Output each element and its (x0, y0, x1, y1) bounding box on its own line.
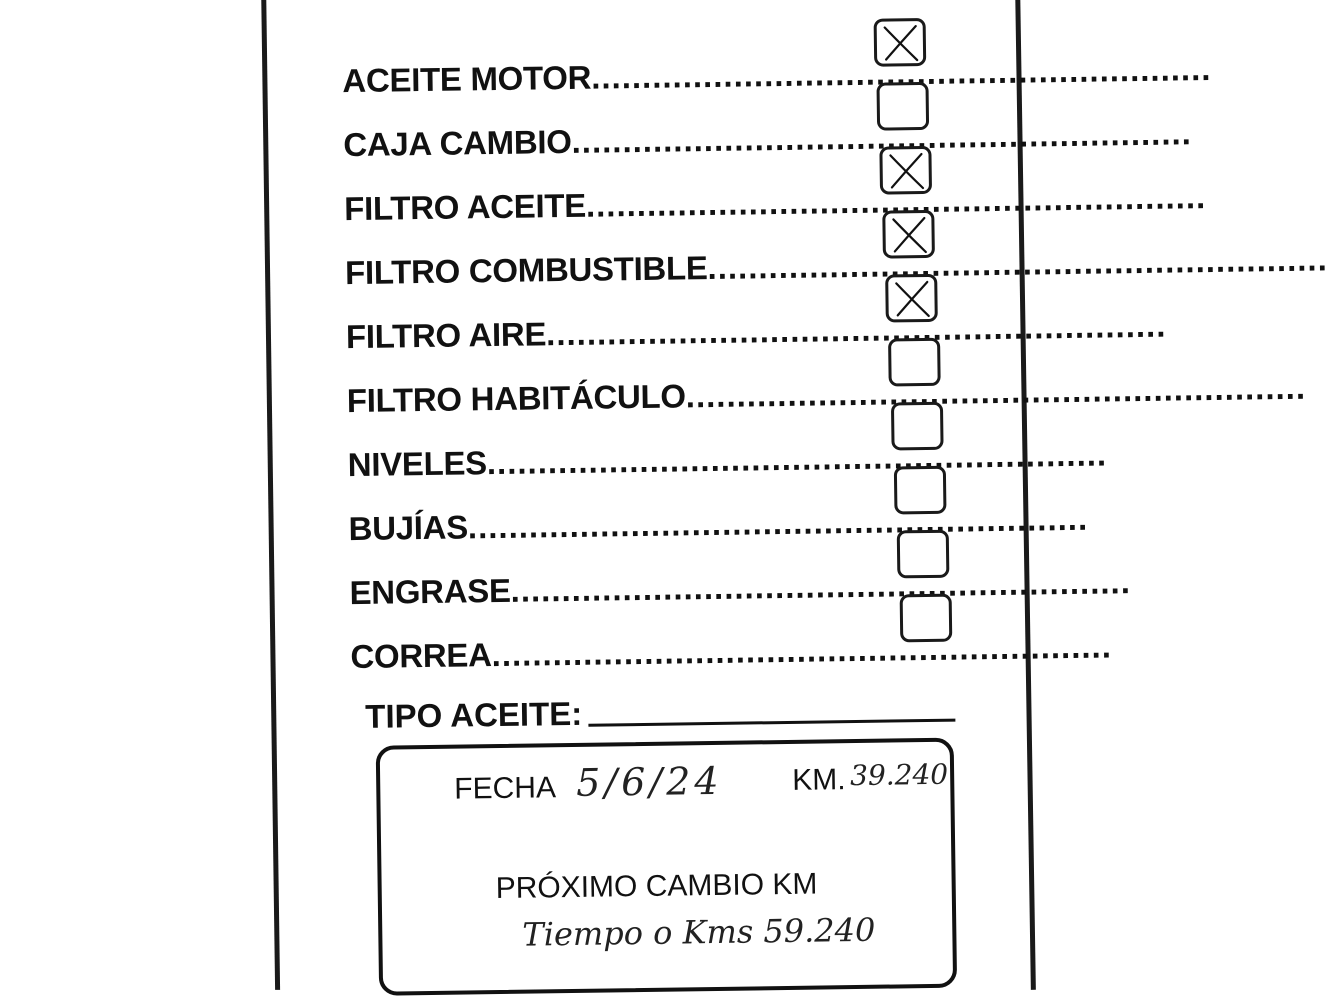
checklist-label: CORREA (350, 636, 492, 676)
x-mark-icon (892, 280, 933, 319)
checklist-row-correa (350, 625, 1113, 676)
km-handwritten-value: 39.240 (849, 757, 949, 793)
checklist-label: FILTRO ACEITE (343, 186, 587, 228)
checkbox-filtro-habitaculo[interactable] (888, 338, 941, 387)
dot-leader: ............................................................. (707, 240, 1328, 287)
km-label: KM. (791, 763, 846, 797)
checkbox-correa[interactable] (900, 594, 953, 643)
date-handwritten-value: 5/6/24 (575, 758, 723, 805)
date-label: FECHA (454, 771, 557, 806)
oil-type-field[interactable] (365, 684, 956, 736)
dot-leader: ............................................................. (685, 368, 1307, 415)
x-mark-icon (889, 216, 930, 255)
dot-leader: ............................................................. (510, 563, 1132, 609)
checklist-row-filtro-aceite (343, 177, 1207, 228)
checklist-label: CAJA CAMBIO (343, 122, 572, 164)
checkbox-caja-cambio[interactable] (876, 82, 929, 131)
checkbox-aceite-motor[interactable] (874, 18, 927, 67)
checklist-row-caja-cambio (343, 113, 1193, 164)
checkbox-filtro-aire[interactable] (885, 274, 938, 323)
checklist-row-filtro-combustible (344, 240, 1328, 292)
checklist-row-aceite-motor (342, 49, 1212, 100)
x-mark-icon (881, 24, 922, 63)
next-change-label: PRÓXIMO CAMBIO KM (495, 867, 818, 906)
oil-type-label: TIPO ACEITE: (365, 694, 583, 735)
checklist-row-filtro-aire (345, 305, 1167, 356)
checklist-label: FILTRO AIRE (345, 315, 547, 356)
dot-leader: ............................................................. (571, 114, 1193, 160)
dot-leader: ............................................................. (491, 627, 1113, 674)
oil-type-blank-line (588, 719, 955, 727)
checklist-row-filtro-habitaculo (346, 368, 1307, 420)
checklist-label: ACEITE MOTOR (342, 58, 592, 100)
checkbox-bujias[interactable] (894, 466, 947, 515)
checklist-row-bujias (348, 497, 1089, 548)
checkbox-filtro-combustible[interactable] (882, 210, 935, 259)
next-change-handwritten-value: Tiempo o Kms 59.240 (522, 910, 876, 954)
checklist-label: NIVELES (347, 444, 488, 484)
dot-leader: ............................................................. (545, 306, 1167, 353)
checkbox-filtro-aceite[interactable] (879, 146, 932, 195)
checklist-label: FILTRO HABITÁCULO (346, 377, 686, 420)
checklist-label: BUJÍAS (348, 508, 469, 548)
checklist-label: FILTRO COMBUSTIBLE (344, 249, 708, 292)
dot-leader: ............................................................. (585, 178, 1207, 224)
checklist-label: ENGRASE (349, 571, 511, 612)
dot-leader: ............................................................. (467, 499, 1089, 546)
x-mark-icon (886, 152, 927, 191)
checklist-row-niveles (347, 433, 1108, 484)
service-stamp (376, 738, 957, 996)
checkbox-niveles[interactable] (891, 402, 944, 451)
dot-leader: ............................................................. (486, 435, 1108, 482)
checkbox-engrase[interactable] (897, 530, 950, 579)
dot-leader: ............................................................. (590, 49, 1212, 96)
checklist-row-engrase (349, 561, 1132, 612)
